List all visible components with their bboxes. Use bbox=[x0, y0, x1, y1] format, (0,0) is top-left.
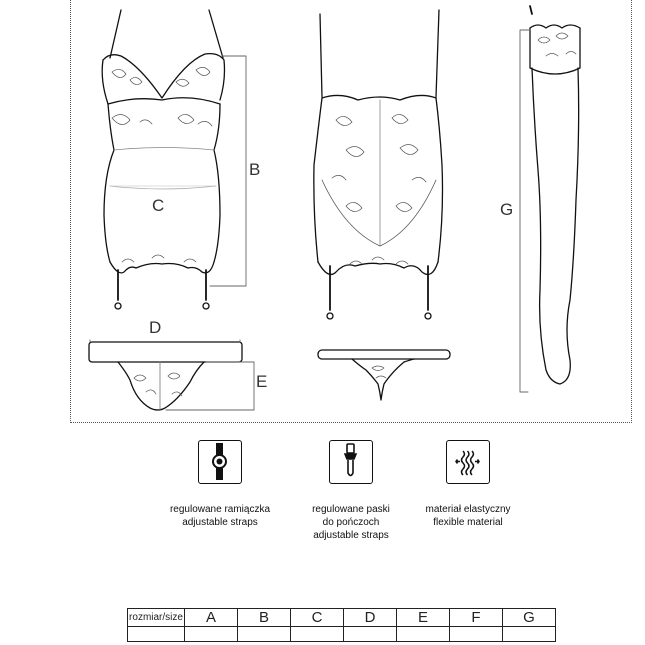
size-column-a: A bbox=[185, 609, 238, 627]
size-column-e: E bbox=[397, 609, 450, 627]
table-cell bbox=[397, 627, 450, 642]
feature-label-pl: regulowane paski bbox=[312, 504, 390, 515]
feature-label-en: adjustable straps bbox=[182, 517, 258, 528]
size-column-g: G bbox=[503, 609, 556, 627]
feature-elastic-material bbox=[398, 503, 538, 529]
dimension-label-b: B bbox=[249, 160, 261, 179]
size-table-header-row bbox=[128, 609, 556, 627]
table-cell bbox=[344, 627, 397, 642]
table-cell bbox=[238, 627, 291, 642]
dimension-label-c: C bbox=[152, 196, 165, 215]
thong-back-drawing bbox=[318, 350, 450, 400]
size-column-d: D bbox=[344, 609, 397, 627]
feature-adjustable-straps bbox=[150, 503, 290, 529]
feature-label-pl: materiał elastyczny bbox=[425, 504, 511, 515]
feature-label-pl-2: do pończoch bbox=[322, 517, 380, 528]
chemise-back-drawing bbox=[314, 10, 443, 319]
dimension-label-e: E bbox=[256, 372, 268, 391]
stocking-drawing bbox=[530, 6, 580, 384]
dimension-label-g: G bbox=[500, 200, 514, 219]
elastic-material-icon bbox=[446, 440, 490, 484]
garter-clip-icon bbox=[329, 440, 373, 484]
size-table-row bbox=[128, 627, 556, 642]
adjustable-strap-icon bbox=[198, 440, 242, 484]
table-cell bbox=[291, 627, 344, 642]
thong-front-drawing bbox=[89, 342, 242, 410]
size-column-f: F bbox=[450, 609, 503, 627]
table-cell bbox=[128, 627, 185, 642]
table-cell bbox=[185, 627, 238, 642]
dimension-label-d: D bbox=[149, 318, 162, 337]
table-cell bbox=[450, 627, 503, 642]
size-table bbox=[127, 608, 556, 642]
chemise-front-drawing bbox=[102, 10, 224, 309]
size-column-c: C bbox=[291, 609, 344, 627]
size-header-label: rozmiar/size bbox=[128, 609, 185, 627]
table-cell bbox=[503, 627, 556, 642]
feature-label-en: flexible material bbox=[433, 517, 503, 528]
feature-label-pl: regulowane ramiączka bbox=[169, 504, 271, 515]
size-column-b: B bbox=[238, 609, 291, 627]
feature-label-en: adjustable straps bbox=[313, 530, 389, 541]
